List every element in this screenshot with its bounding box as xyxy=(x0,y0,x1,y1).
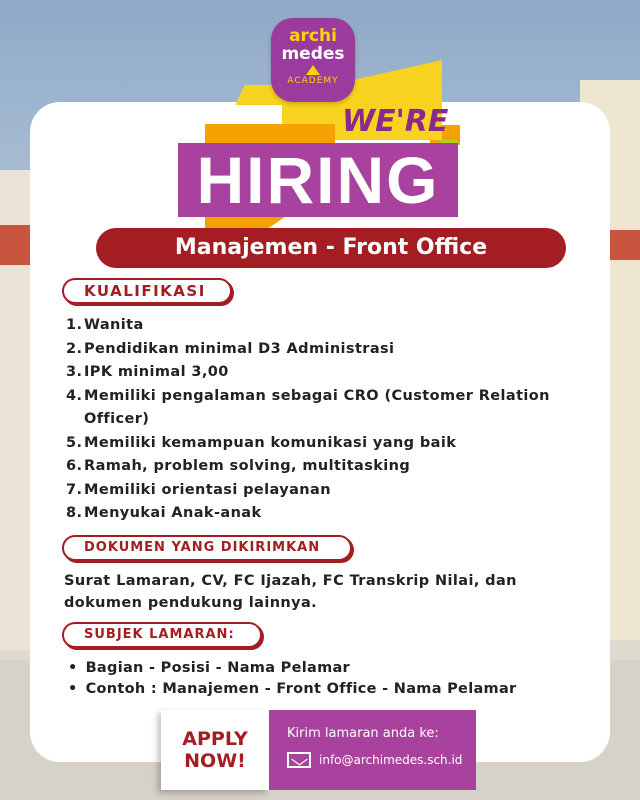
list-item: 7. Memiliki orientasi pelayanan xyxy=(66,481,331,498)
email-row xyxy=(287,752,476,768)
list-item: • Bagian - Posisi - Nama Pelamar xyxy=(68,658,588,679)
list-item: 8. Menyukai Anak-anak xyxy=(66,505,262,521)
contact-box xyxy=(269,710,476,790)
list-item: • Contoh : Manajemen - Front Office - Nama Pelamar xyxy=(68,679,588,700)
logo-text-academy: ACADEMY xyxy=(287,76,339,86)
list-item: 6. Ramah, problem solving, multitasking xyxy=(66,458,411,474)
qualifications-label: KUALIFIKASI xyxy=(62,278,232,304)
logo-text-medes: medes xyxy=(281,44,345,64)
qualifications-list xyxy=(66,314,566,526)
hiring-heading: HIRING xyxy=(196,143,440,217)
documents-text: Surat Lamaran, CV, FC Ijazah, FC Transkrip Nilai, dan dokumen pendukung lainnya. xyxy=(64,573,517,611)
subject-label: SUBJEK LAMARAN: xyxy=(62,622,262,648)
now-text: NOW! xyxy=(184,750,246,772)
logo-text-archi: archi xyxy=(289,26,337,46)
email-address: info@archimedes.sch.id xyxy=(319,753,463,767)
archimedes-logo xyxy=(271,18,355,102)
apply-now-box xyxy=(161,710,269,790)
list-item: 4. Memiliki pengalaman sebagai CRO (Customer Relation Officer) xyxy=(66,387,550,427)
list-item: 3. IPK minimal 3,00 xyxy=(66,364,229,380)
were-heading: WE'RE xyxy=(342,104,449,139)
send-instruction: Kirim lamaran anda ke: xyxy=(287,726,439,741)
logo-triangle-icon xyxy=(306,65,320,75)
subject-list xyxy=(68,658,588,700)
position-title: Manajemen - Front Office xyxy=(96,228,566,268)
list-item: 2. Pendidikan minimal D3 Administrasi xyxy=(66,340,395,357)
envelope-icon xyxy=(287,752,311,768)
documents-label: DOKUMEN YANG DIKIRIMKAN xyxy=(62,535,352,561)
list-item: 5. Memiliki kemampuan komunikasi yang baik xyxy=(66,434,457,451)
list-item: 1. Wanita xyxy=(66,317,144,333)
apply-text: APPLY xyxy=(182,728,248,750)
